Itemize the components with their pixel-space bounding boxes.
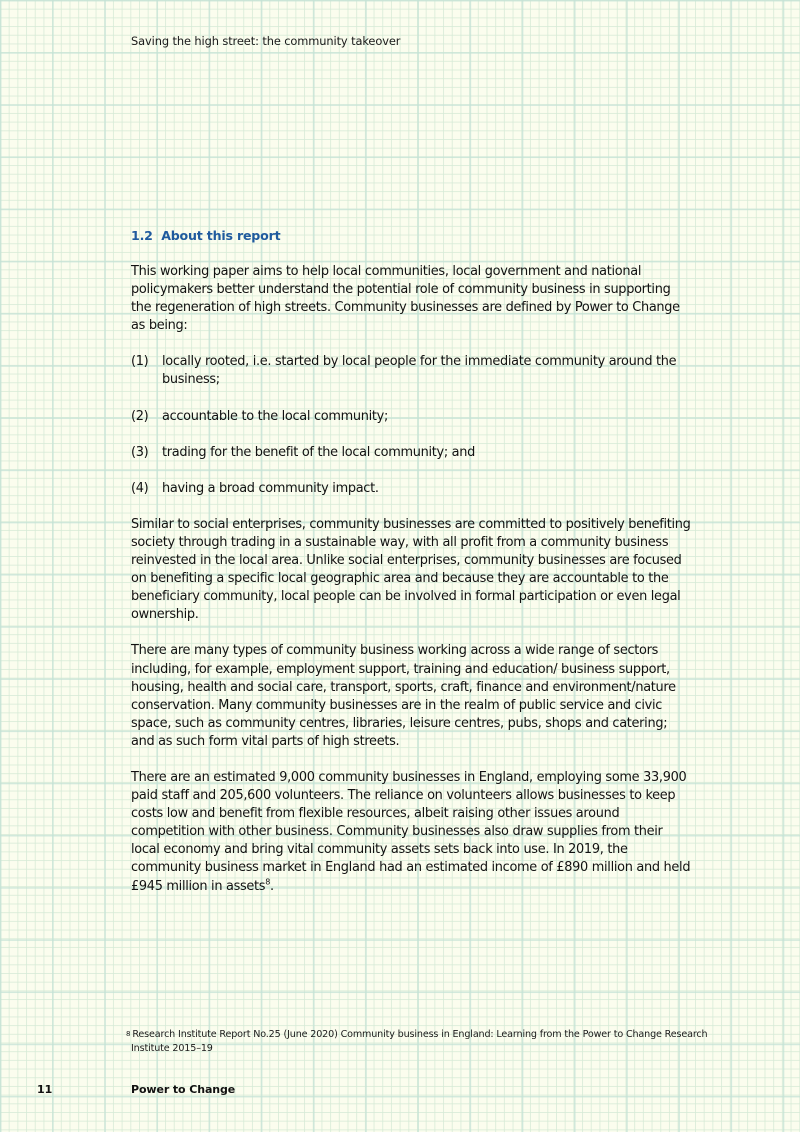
body-paragraph: There are many types of community business working across a wide range of sectors including, for example, employment support, training and education/ business support, housing, health and social care, transport, sports, craft, finance and environment/nature conservation. Many community businesses are in the realm of public service and civic space, such as community centres, libraries, leisure centres, pubs, shops and catering; and as such form vital parts of high streets. bbox=[131, 643, 676, 749]
footer-brand: Power to Change bbox=[131, 1083, 236, 1096]
definition-list bbox=[131, 353, 691, 497]
list-marker: (4) bbox=[131, 480, 149, 496]
body-paragraph: There are an estimated 9,000 community businesses in England, employing some 33,900 paid staff and 205,600 volunteers. The reliance on volunteers allows businesses to keep costs low and benefit from flexible resources, albeit raising other issues around competition with other business. Community businesses also draw supplies from their local economy and bring vital community assets sets back into use. In 2019, the community business market in England had an estimated income of £890 million and held £945 million in assets$^8$. bbox=[131, 769, 691, 894]
footnote-reference[interactable]: 8 bbox=[265, 877, 271, 887]
footnote-marker: 8 bbox=[126, 1030, 131, 1038]
list-text: having a broad community impact. bbox=[162, 480, 379, 496]
list-marker: (1) bbox=[131, 354, 149, 370]
running-title: Saving the high street: the community takeover bbox=[131, 34, 401, 48]
intro-paragraph: This working paper aims to help local communities, local government and national policymakers better understand the potential role of community business in supporting the regeneration of high streets. Community businesses are defined by Power to Change as being: bbox=[131, 264, 680, 334]
footnote bbox=[126, 1028, 711, 1055]
section-number: 1.2 bbox=[131, 228, 153, 243]
main-content bbox=[131, 228, 691, 914]
page-number: 11 bbox=[37, 1083, 53, 1096]
list-text: trading for the benefit of the local community; and bbox=[162, 444, 476, 460]
list-item bbox=[131, 408, 691, 426]
list-item bbox=[131, 444, 691, 462]
list-text: accountable to the local community; bbox=[162, 408, 389, 424]
list-marker: (2) bbox=[131, 408, 149, 424]
list-item bbox=[131, 353, 691, 389]
list-marker: (3) bbox=[131, 444, 149, 460]
body-paragraph: Similar to social enterprises, community businesses are committed to positively benefiting society through trading in a sustainable way, with all profit from a community business reinvested in the local area. Unlike social enterprises, community businesses are focused on benefiting a specific local geographic area and because they are accountable to the beneficiary community, local people can be involved in formal participation or even legal ownership. bbox=[131, 516, 691, 623]
section-heading bbox=[131, 228, 691, 243]
list-item bbox=[131, 480, 691, 498]
section-title: About this report bbox=[161, 228, 281, 243]
paragraph-text: There are an estimated 9,000 community businesses in England, employing some 33,900 paid staff and 205,600 volunteers. The reliance on volunteers allows businesses to keep costs low and benefit from flexible resources, albeit raising other issues around competition with other business. Community businesses also draw supplies from their local economy and bring vital community assets sets back into use. In 2019, the community business market in England had an estimated income of £890 million and held £945 million in assets bbox=[131, 769, 691, 894]
footnote-text: Research Institute Report No.25 (June 2020) Community business in England: Learning from the Power to Change Research Institute 2015–19 bbox=[131, 1029, 708, 1054]
list-text: locally rooted, i.e. started by local people for the immediate community around the business; bbox=[162, 354, 677, 388]
